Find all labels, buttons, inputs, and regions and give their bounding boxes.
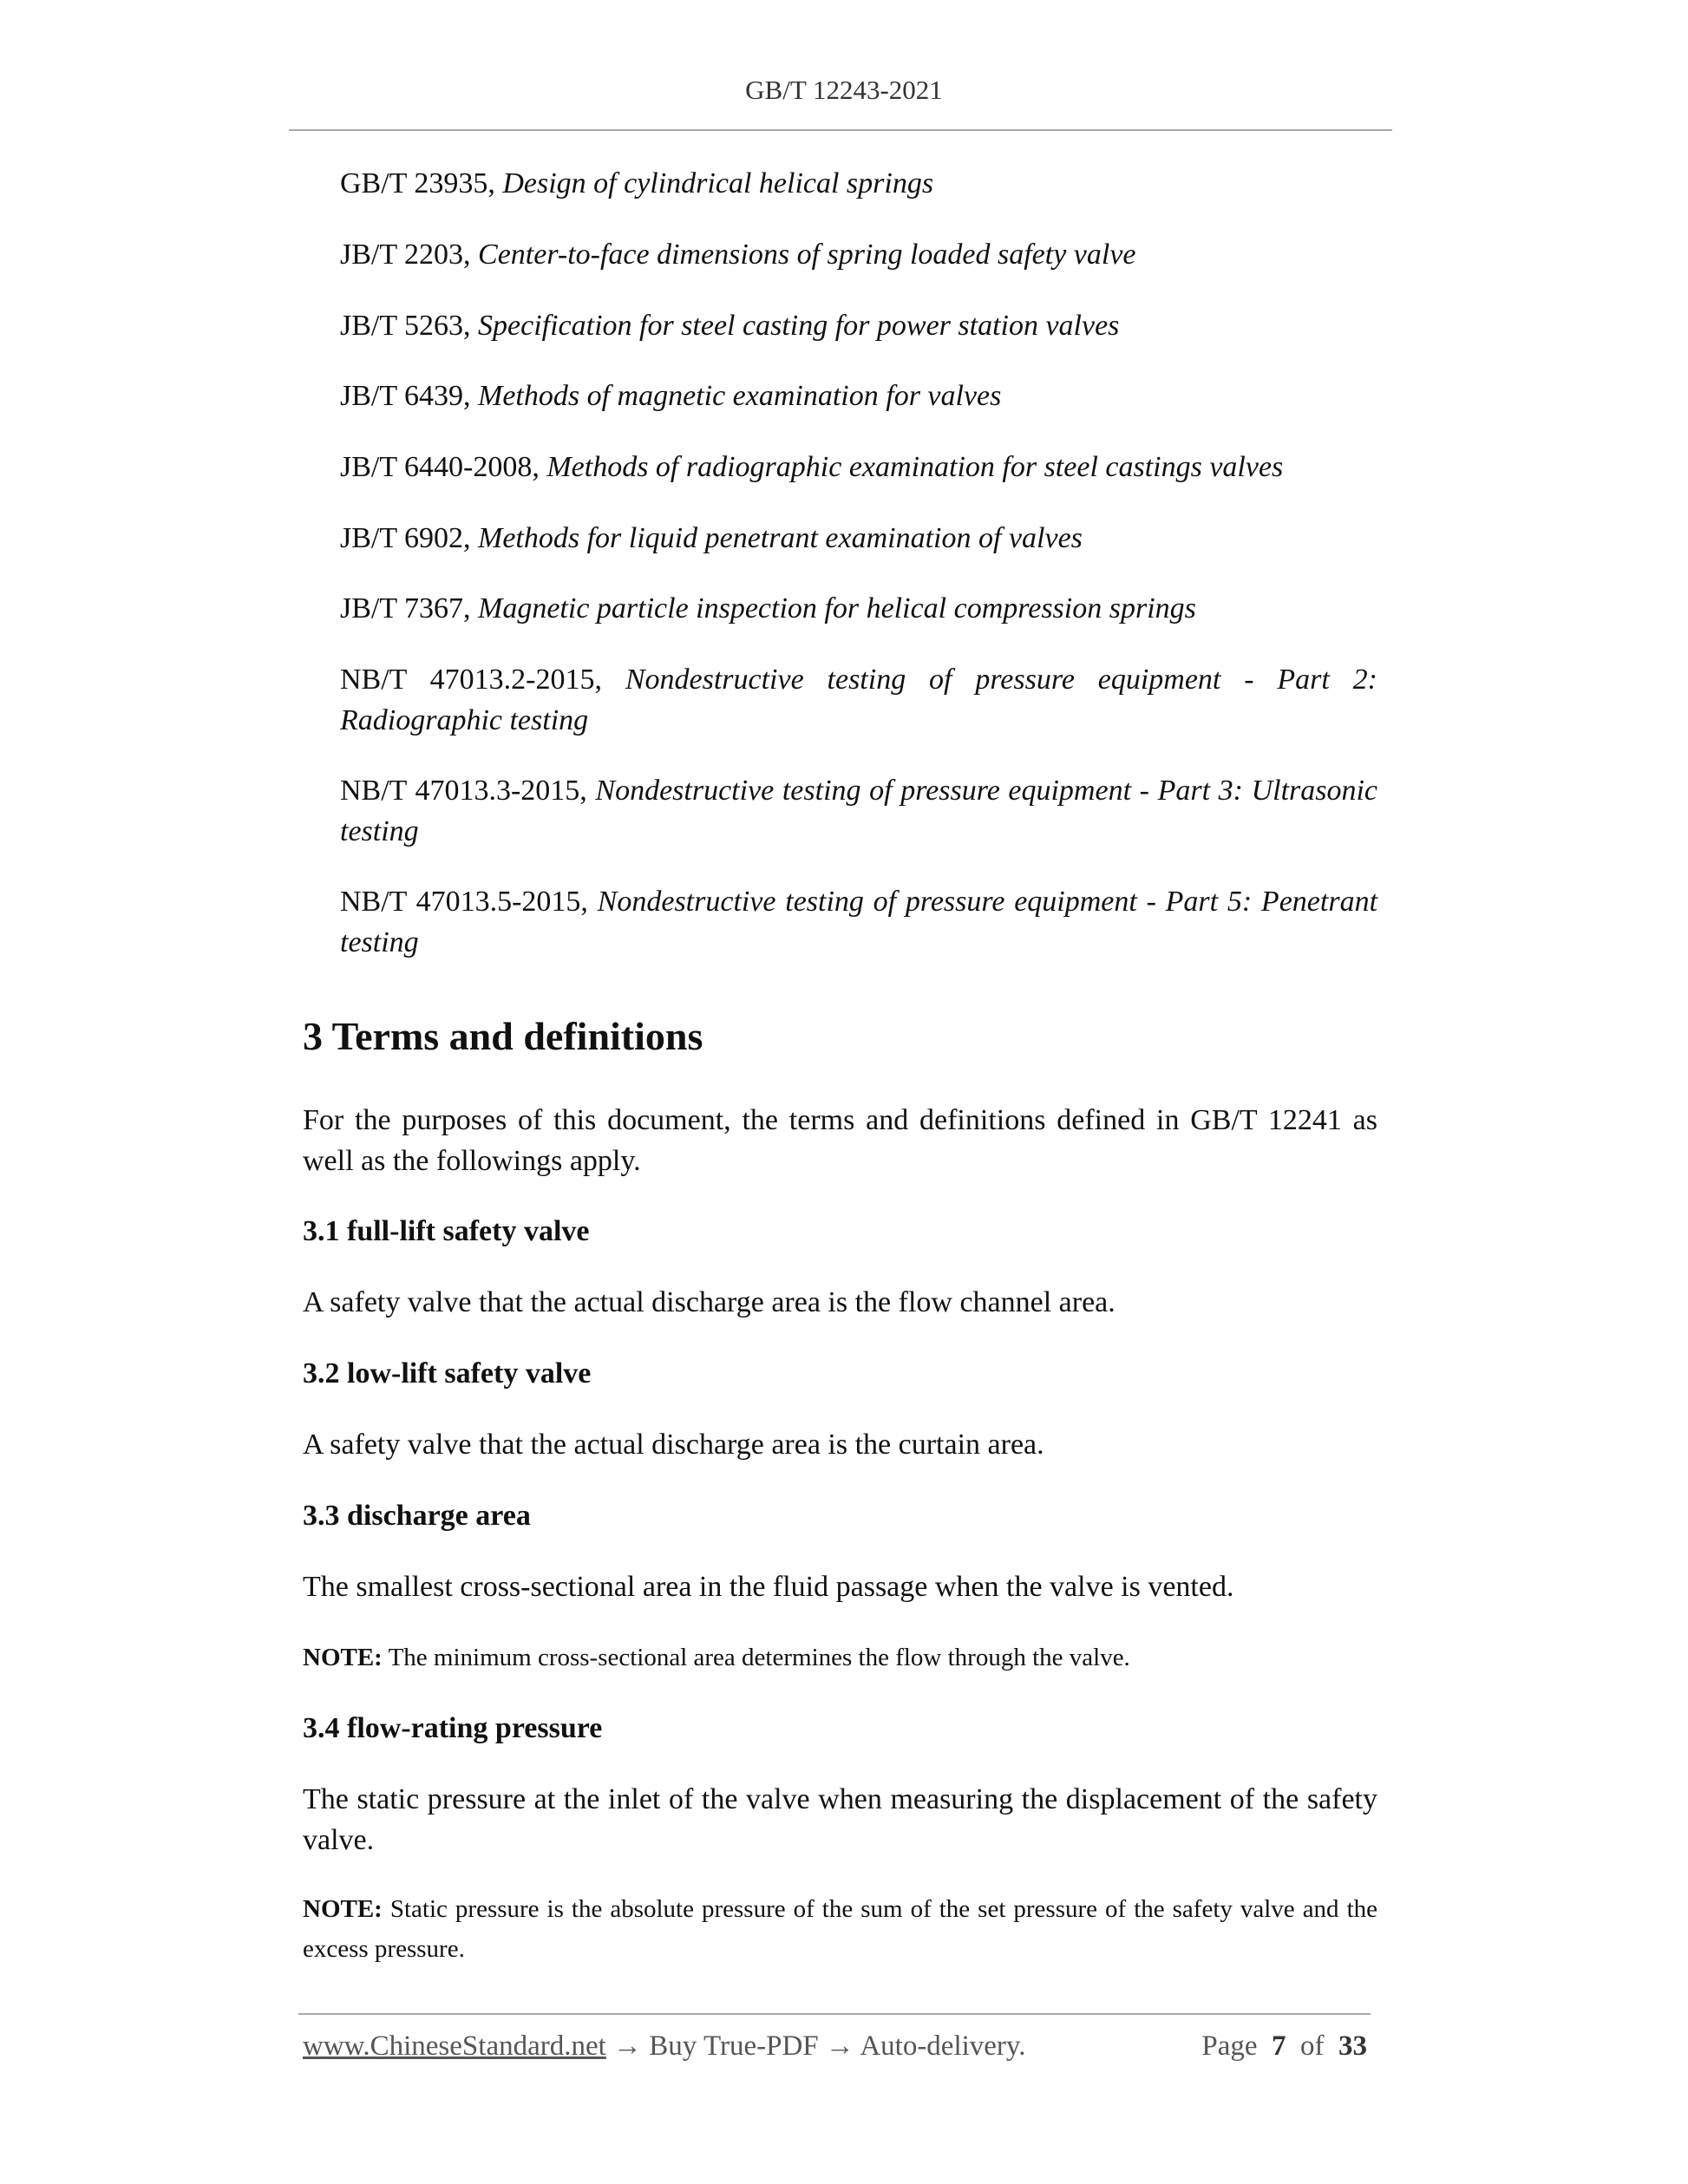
reference-code: JB/T 5263,	[340, 310, 471, 342]
reference-code: JB/T 7367,	[340, 592, 471, 624]
header-divider	[289, 129, 1392, 131]
buy-text: Buy True-PDF	[649, 2030, 819, 2062]
total-pages: 33	[1338, 2030, 1367, 2062]
term-heading: 3.3 discharge area	[303, 1500, 531, 1532]
reference-code: GB/T 23935,	[340, 167, 495, 199]
section-intro: For the purposes of this document, the terms and definitions defined in GB/T 12241 as well as the followings apply.	[303, 1104, 1377, 1177]
reference-item	[340, 518, 1377, 559]
reference-item	[340, 881, 1377, 963]
reference-code: NB/T 47013.2-2015,	[340, 664, 602, 696]
reference-title: Methods of magnetic examination for valves	[478, 380, 1002, 412]
section-title: 3 Terms and definitions	[303, 1014, 703, 1058]
footer-divider	[298, 2013, 1371, 2015]
reference-title: Design of cylindrical helical springs	[502, 167, 934, 199]
current-page: 7	[1272, 2030, 1286, 2062]
reference-code: NB/T 47013.3-2015,	[340, 775, 587, 807]
reference-title: Nondestructive testing of pressure equipment - Part 3: Ultrasonic testing	[340, 775, 1378, 847]
page-number	[1201, 2030, 1367, 2063]
note	[303, 1889, 1377, 1969]
note	[303, 1638, 1377, 1677]
reference-item	[340, 234, 1377, 275]
site-link[interactable]: www.ChineseStandard.net	[303, 2030, 606, 2062]
reference-code: JB/T 2203,	[340, 239, 471, 271]
reference-item	[340, 305, 1377, 346]
reference-title: Specification for steel casting for power station valves	[478, 310, 1120, 342]
arrow-icon: →	[613, 2030, 643, 2062]
reference-item	[340, 770, 1377, 852]
reference-title: Nondestructive testing of pressure equipment - Part 2: Radiographic testing	[340, 664, 1377, 736]
reference-code: NB/T 47013.5-2015,	[340, 886, 588, 918]
term-definition: A safety valve that the actual discharge area is the curtain area.	[303, 1429, 1044, 1461]
reference-code: JB/T 6439,	[340, 380, 471, 412]
term-definition: The static pressure at the inlet of the valve when measuring the displacement of the safety valve.	[303, 1783, 1377, 1856]
reference-item	[340, 447, 1377, 487]
reference-title: Nondestructive testing of pressure equipment - Part 5: Penetrant testing	[340, 886, 1378, 958]
note-text: Static pressure is the absolute pressure of the sum of the set pressure of the safety valve and the excess pressure.	[303, 1895, 1377, 1963]
note-label: NOTE:	[303, 1644, 383, 1671]
term-heading: 3.2 low-lift safety valve	[303, 1357, 592, 1390]
term-definition: A safety valve that the actual discharge area is the flow channel area.	[303, 1286, 1116, 1318]
reference-title: Magnetic particle inspection for helical compression springs	[478, 592, 1196, 624]
reference-code: JB/T 6440-2008,	[340, 451, 540, 483]
arrow-icon: →	[825, 2030, 854, 2062]
page-header-title: GB/T 12243-2021	[745, 75, 943, 105]
reference-item	[340, 659, 1377, 741]
footer-promo	[303, 2030, 1026, 2063]
term-definition: The smallest cross-sectional area in the fluid passage when the valve is vented.	[303, 1571, 1234, 1603]
reference-code: JB/T 6902,	[340, 522, 471, 554]
reference-title: Center-to-face dimensions of spring loaded safety valve	[478, 239, 1136, 271]
reference-item	[340, 163, 1377, 204]
of-label: of	[1300, 2030, 1325, 2062]
reference-title: Methods for liquid penetrant examination of valves	[478, 522, 1083, 554]
note-text: The minimum cross-sectional area determines the flow through the valve.	[388, 1644, 1130, 1671]
reference-title: Methods of radiographic examination for steel castings valves	[546, 451, 1284, 483]
delivery-text: Auto-delivery.	[860, 2030, 1026, 2062]
page-label: Page	[1201, 2030, 1258, 2062]
term-heading: 3.4 flow-rating pressure	[303, 1712, 603, 1744]
reference-item	[340, 588, 1377, 629]
term-heading: 3.1 full-lift safety valve	[303, 1215, 590, 1247]
reference-item	[340, 376, 1377, 416]
note-label: NOTE:	[303, 1895, 383, 1923]
